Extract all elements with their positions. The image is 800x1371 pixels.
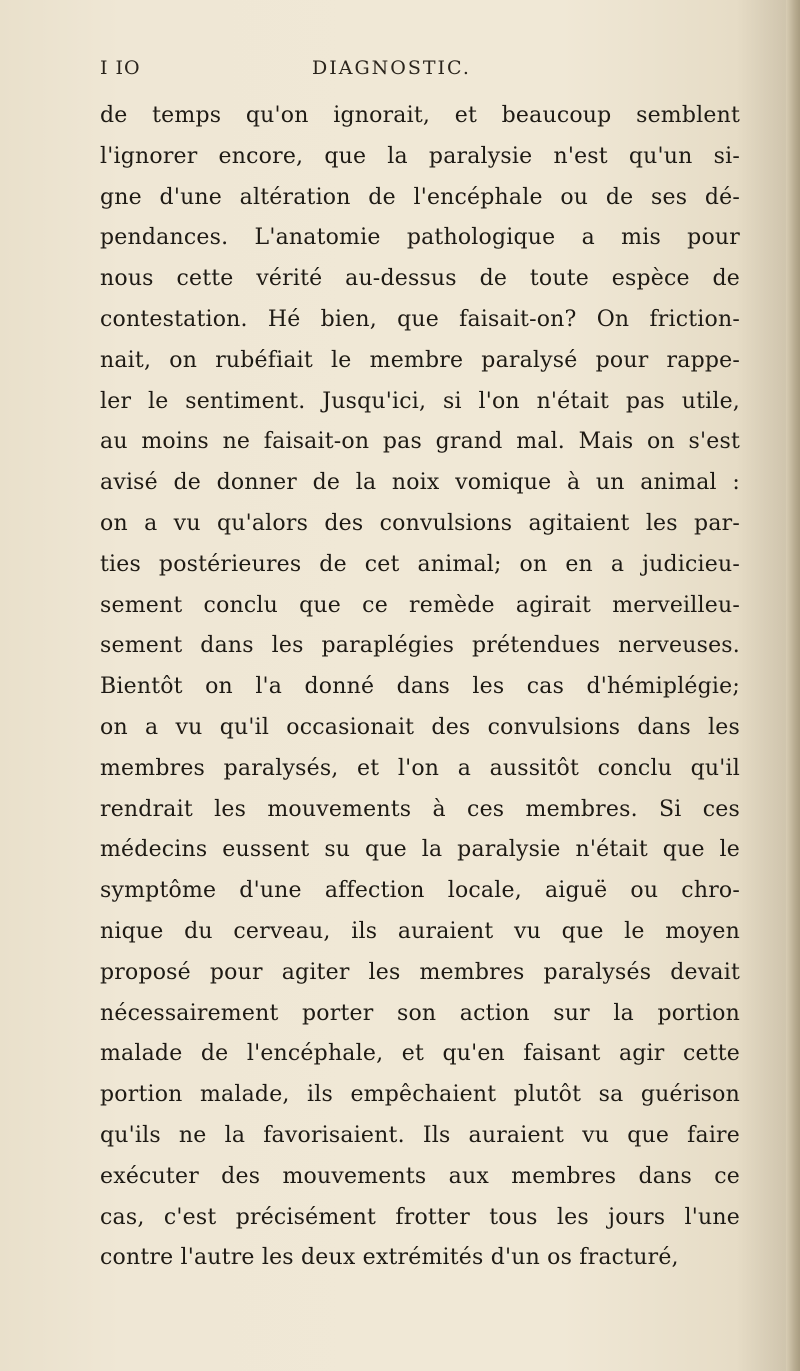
text-line: avisé de donner de la noix vomique à un animal :	[100, 470, 740, 496]
text-line: l'ignorer encore, que la paralysie n'est qu'un si-	[100, 143, 740, 169]
text-line: nous cette vérité au-dessus de toute espèce de	[100, 266, 740, 292]
text-line: portion malade, ils empêchaient plutôt sa guérison	[100, 1082, 740, 1108]
page-number: I IO	[100, 57, 141, 79]
text-line: de temps qu'on ignorait, et beaucoup semblent	[100, 103, 740, 128]
text-line: nait, on rubéfiait le membre paralysé pour rappe-	[100, 347, 740, 373]
text-line: ler le sentiment. Jusqu'ici, si l'on n'était pas utile,	[100, 388, 740, 414]
text-line: nécessairement porter son action sur la portion	[100, 1000, 740, 1026]
text-line: membres paralysés, et l'on a aussitôt conclu qu'il	[100, 755, 740, 781]
text-line: on a vu qu'alors des convulsions agitaient les par-	[100, 510, 740, 536]
text-line: nique du cerveau, ils auraient vu que le moyen	[100, 918, 740, 944]
text-line: médecins eussent su que la paralysie n'était que le	[100, 837, 740, 863]
text-line: malade de l'encéphale, et qu'en faisant agir cette	[100, 1041, 740, 1067]
text-line: proposé pour agiter les membres paralysés devait	[100, 959, 740, 985]
page-header	[100, 57, 700, 87]
text-line: au moins ne faisait-on pas grand mal. Mais on s'est	[100, 429, 740, 455]
text-line: contestation. Hé bien, que faisait-on? On friction-	[100, 306, 740, 332]
running-head: DIAGNOSTIC.	[312, 57, 471, 79]
text-line: Bientôt on l'a donné dans les cas d'hémiplégie;	[100, 674, 740, 700]
text-line: on a vu qu'il occasionait des convulsions dans les	[100, 714, 740, 740]
text-line: pendances. L'anatomie pathologique a mis pour	[100, 225, 740, 251]
text-line: exécuter des mouvements aux membres dans ce	[100, 1163, 740, 1189]
text-line: sement conclu que ce remède agirait merveilleu-	[100, 592, 740, 618]
text-line: cas, c'est précisément frotter tous les jours l'une	[100, 1204, 740, 1230]
text-line: ties postérieures de cet animal; on en a judicieu-	[100, 551, 740, 577]
text-line: sement dans les paraplégies prétendues nerveuses.	[100, 633, 740, 659]
text-line: gne d'une altération de l'encéphale ou de ses dé-	[100, 184, 740, 210]
body-text	[100, 96, 740, 1279]
page-edge-shadow	[786, 0, 800, 1371]
text-line: contre l'autre les deux extrémités d'un os fracturé,	[100, 1245, 679, 1271]
text-line: symptôme d'une affection locale, aiguë ou chro-	[100, 878, 740, 904]
text-line: qu'ils ne la favorisaient. Ils auraient vu que faire	[100, 1122, 740, 1148]
text-line: rendrait les mouvements à ces membres. Si ces	[100, 796, 740, 822]
